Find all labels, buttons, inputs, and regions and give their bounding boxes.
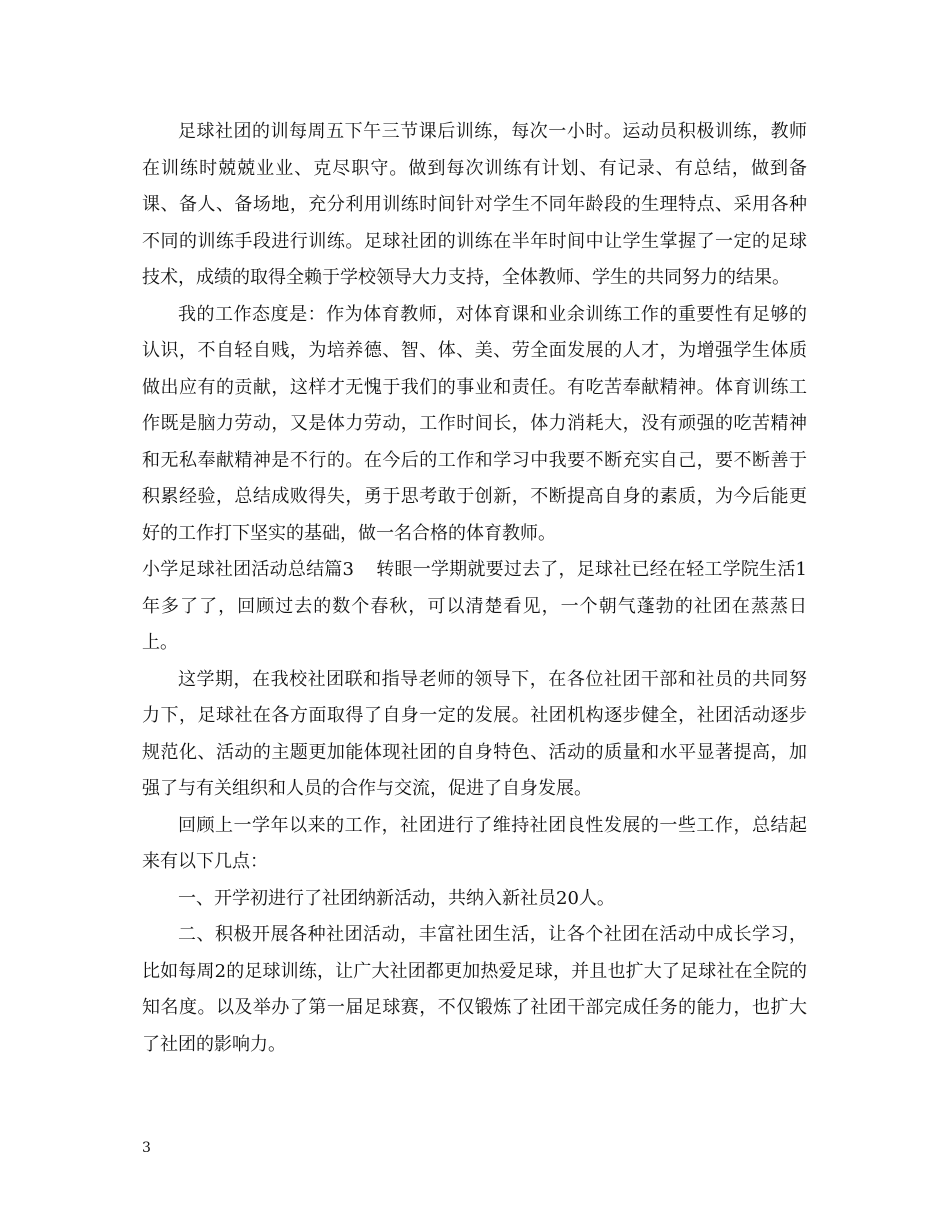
paragraph-training-schedule: 足球社团的训每周五下午三节课后训练，每次一小时。运动员积极训练，教师在训练时兢兢业业、克尽职守。做到每次训练有计划、有记录、有总结，做到备课、备人、备场地，充分利用训练时间针对学生不同年龄段的生理特点、采用各种不同的训练手段进行训练。足球社团的训练在半年时间中让学生掌握了一定的足球技术，成绩的取得全赖于学校领导大力支持，全体教师、学生的共同努力的结果。 (142, 121, 807, 288)
paragraph-point-two: 二、积极开展各种社团活动，丰富社团生活，让各个社团在活动中成长学习，比如每周2的足球训练，让广大社团都更加热爱足球，并且也扩大了足球社在全院的知名度。以及举办了第一届足球赛，不仅锻炼了社团干部完成任务的能力，也扩大了社团的影响力。 (142, 924, 807, 1055)
page-number: 3 (142, 1140, 151, 1156)
body-text (142, 114, 807, 1063)
paragraph-work-attitude: 我的工作态度是：作为体育教师，对体育课和业余训练工作的重要性有足够的认识，不自轻自贱，为培养德、智、体、美、劳全面发展的人才，为增强学生体质做出应有的贡献，这样才无愧于我们的事业和责任。有吃苦奉献精神。体育训练工作既是脑力劳动，又是体力劳动，工作时间长，体力消耗大，没有顽强的吃苦精神和无私奉献精神是不行的。在今后的工作和学习中我要不断充实自己，要不断善于积累经验，总结成败得失，勇于思考敢于创新，不断提高自身的素质，为今后能更好的工作打下坚实的基础，做一名合格的体育教师。 (142, 303, 807, 544)
paragraph-review-intro: 回顾上一学年以来的工作，社团进行了维持社团良性发展的一些工作，总结起来有以下几点： (142, 814, 807, 872)
section-heading: 小学足球社团活动总结篇3 (142, 559, 354, 580)
paragraph-section-3 (142, 552, 807, 662)
paragraph-point-one: 一、开学初进行了社团纳新活动，共纳入新社员20人。 (178, 887, 615, 909)
paragraph-semester-development: 这学期，在我校社团联和指导老师的领导下，在各位社团干部和社员的共同努力下，足球社在各方面取得了自身一定的发展。社团机构逐步健全，社团活动逐步规范化、活动的主题更加能体现社团的自身特色、活动的质量和水平显著提高，加强了与有关组织和人员的合作与交流，促进了自身发展。 (142, 668, 807, 799)
section-3-intro-text: 转眼一学期就要过去了，足球社已经在轻工学院生活1年多了了，回顾过去的数个春秋，可以清楚看见，一个朝气蓬勃的社团在蒸蒸日上。 (142, 559, 807, 653)
